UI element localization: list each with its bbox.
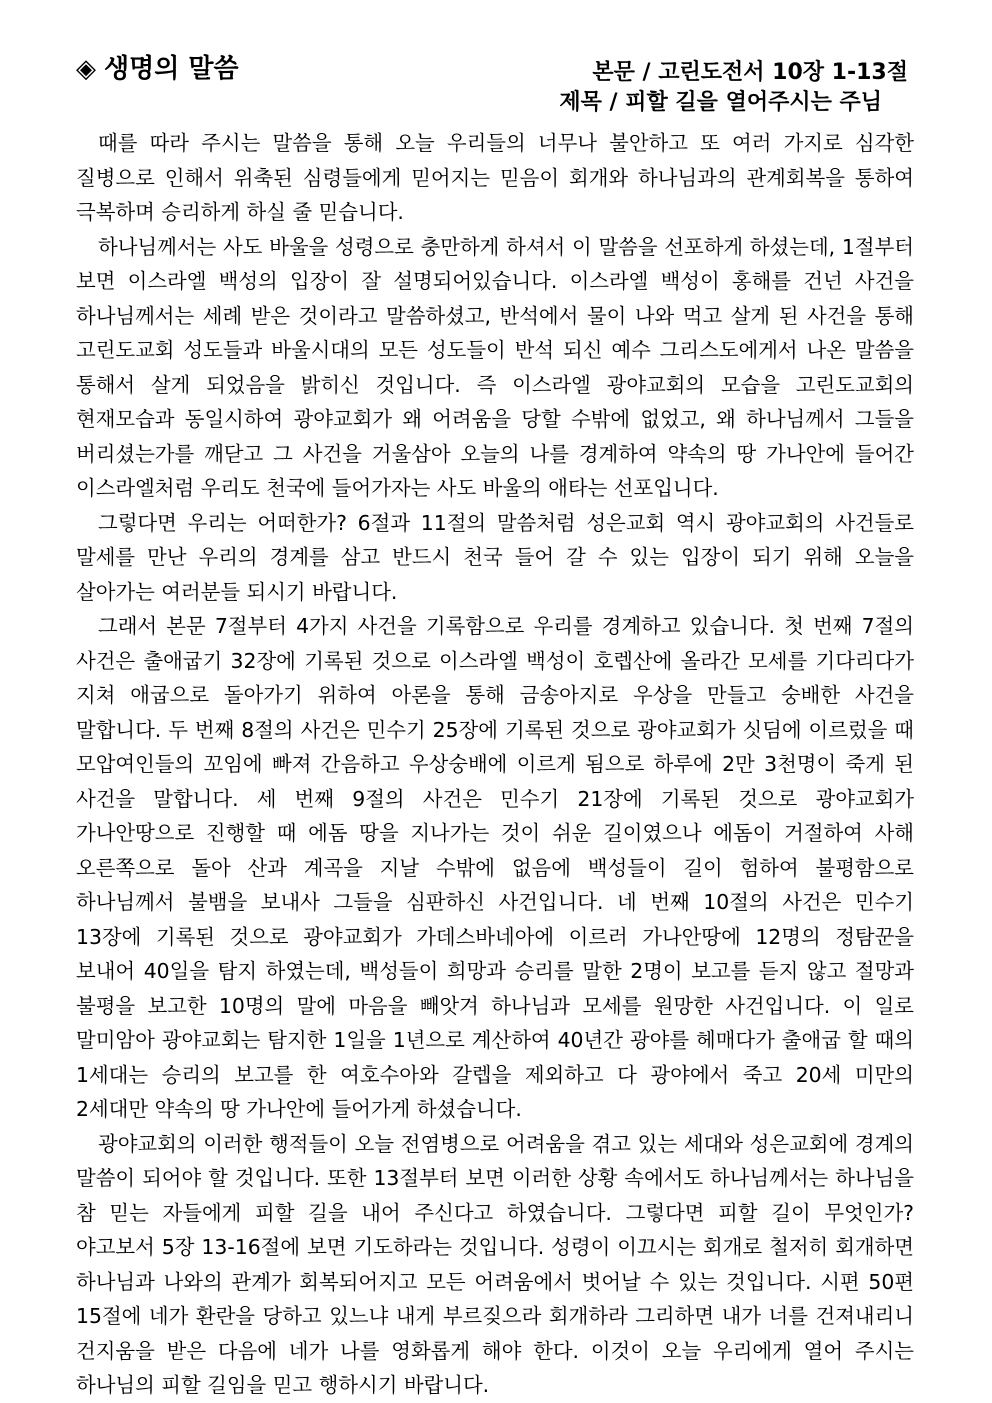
- paragraph-5: 광야교회의 이러한 행적들이 오늘 전염병으로 어려움을 겪고 있는 세대와 성은교회에 경계의 말씀이 되어야 할 것입니다. 또한 13절부터 보면 이러한 상황 속에서도 하나님께서는 하나님을 참 믿는 자들에게 피할 길을 내어 주신다고 하였습니다. 그렇다면 피할 길이 무엇인가? 야고보서 5장 13-16절에 보면 기도하라는 것입니다. 성령이 이끄시는 회개로 철저히 회개하면 하나님과 나와의 관계가 회복되어지고 모든 어려움에서 벗어날 수 있는 것입니다. 시편 50편 15절에 네가 환란을 당하고 있느냐 내게 부르짖으라 회개하라 그리하면 내가 너를 건져내리니 건지움을 받은 다음에 네가 나를 영화롭게 해야 한다. 이것이 오늘 우리에게 열어 주시는 하나님의 피할 길임을 믿고 행하시기 바랍니다.: [76, 1131, 914, 1397]
- diamond-icon: ◈: [76, 54, 96, 84]
- sermon-body: [76, 126, 914, 1403]
- sermon-title: 제목 / 피할 길을 열어주시는 주님: [559, 90, 882, 115]
- section-title: [76, 52, 239, 86]
- scripture-passage: 본문 / 고린도전서 10장 1-13절: [592, 60, 908, 85]
- paragraph-4: 그래서 본문 7절부터 4가지 사건을 기록함으로 우리를 경계하고 있습니다. 첫 번째 7절의 사건은 출애굽기 32장에 기록된 것으로 이스라엘 백성이 호렙산에 올라간 모세를 기다리다가 지쳐 애굽으로 돌아가기 위하여 아론을 통해 금송아지로 우상을 만들고 숭배한 사건을 말합니다. 두 번째 8절의 사건은 민수기 25장에 기록된 것으로 광야교회가 싯딤에 이르렀을 때 모압여인들의 꼬임에 빠져 간음하고 우상숭배에 이르게 됨으로 하루에 2만 3천명이 죽게 된 사건을 말합니다. 세 번째 9절의 사건은 민수기 21장에 기록된 것으로 광야교회가 가나안땅으로 진행할 때 에돔 땅을 지나가는 것이 쉬운 길이였으나 에돔이 거절하여 사해 오른쪽으로 돌아 산과 계곡을 지날 수밖에 없음에 백성들이 길이 험하여 불평함으로 하나님께서 불뱀을 보내사 그들을 심판하신 사건입니다. 네 번째 10절의 사건은 민수기 13장에 기록된 것으로 광야교회가 가데스바네아에 이르러 가나안땅에 12명의 정탐꾼을 보내어 40일을 탐지 하였는데, 백성들이 희망과 승리를 말한 2명이 보고를 듣지 않고 절망과 불평을 보고한 10명의 말에 마음을 빼앗겨 하나님과 모세를 원망한 사건입니다. 이 일로 말미암아 광야교회는 탐지한 1일을 1년으로 계산하여 40년간 광야를 헤매다가 출애굽 할 때의 1세대는 승리의 보고를 한 여호수아와 갈렙을 제외하고 다 광야에서 죽고 20세 미만의 2세대만 약속의 땅 가나안에 들어가게 하셨습니다.: [76, 614, 914, 1121]
- section-title-text: 생명의 말씀: [104, 54, 239, 84]
- paragraph-2: 하나님께서는 사도 바울을 성령으로 충만하게 하셔서 이 말씀을 선포하게 하셨는데, 1절부터 보면 이스라엘 백성의 입장이 잘 설명되어있습니다. 이스라엘 백성이 홍해를 건넌 사건을 하나님께서는 세례 받은 것이라고 말씀하셨고, 반석에서 물이 나와 먹고 살게 된 사건을 통해 고린도교회 성도들과 바울시대의 모든 성도들이 반석 되신 예수 그리스도에게서 나온 말씀을 통해서 살게 되었음을 밝히신 것입니다. 즉 이스라엘 광야교회의 모습을 고린도교회의 현재모습과 동일시하여 광야교회가 왜 어려움을 당할 수밖에 없었고, 왜 하나님께서 그들을 버리셨는가를 깨닫고 그 사건을 거울삼아 오늘의 나를 경계하여 약속의 땅 가나안에 들어간 이스라엘처럼 우리도 천국에 들어가자는 사도 바울의 애타는 선포입니다.: [76, 234, 914, 500]
- paragraph-1: 때를 따라 주시는 말씀을 통해 오늘 우리들의 너무나 불안하고 또 여러 가지로 심각한 질병으로 인해서 위축된 심령들에게 믿어지는 믿음이 회개와 하나님과의 관계회복을 통하여 극복하며 승리하게 하실 줄 믿습니다.: [76, 131, 914, 224]
- paragraph-3: 그렇다면 우리는 어떠한가? 6절과 11절의 말씀처럼 성은교회 역시 광야교회의 사건들로 말세를 만난 우리의 경계를 삼고 반드시 천국 들어 갈 수 있는 입장이 되기 위해 오늘을 살아가는 여러분들 되시기 바랍니다.: [76, 510, 914, 604]
